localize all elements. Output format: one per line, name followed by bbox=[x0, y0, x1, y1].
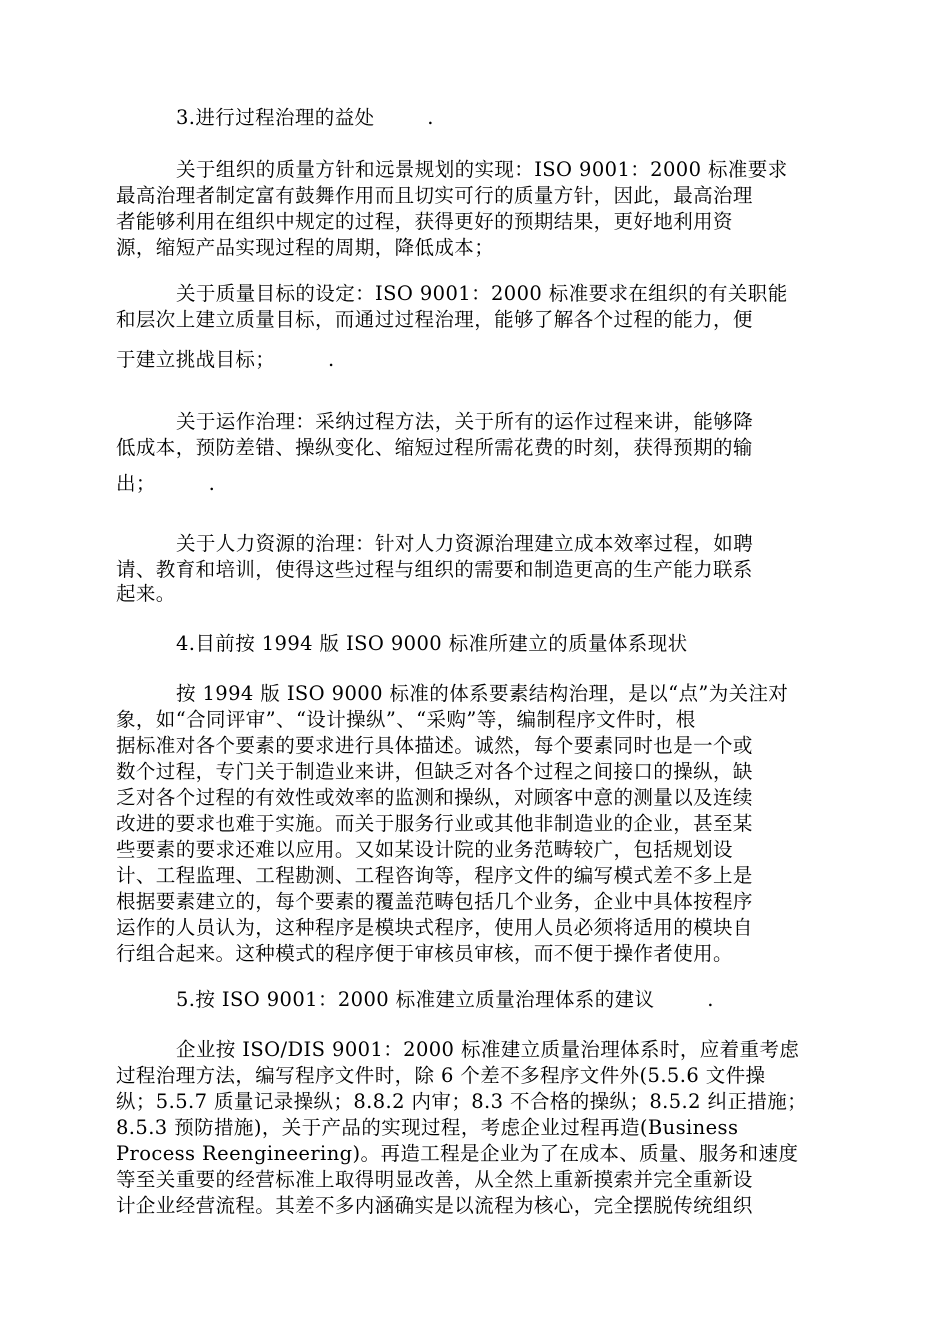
text-line: 关于运作治理：采纳过程方法，关于所有的运作过程来讲，能够降 bbox=[176, 410, 754, 433]
text-line: 运作的人员认为，这种程序是模块式程序，使用人员必须将适用的模块自 bbox=[116, 916, 753, 939]
text-line: 者能够利用在组织中规定的过程，获得更好的预期结果，更好地利用资 bbox=[116, 210, 733, 233]
text-line: 改进的要求也难于实施。而关于服务行业或其他非制造业的企业，甚至某 bbox=[116, 812, 753, 835]
text-line: Process Reengineering)。再造工程是企业为了在成本、质量、服务和速度 bbox=[116, 1142, 799, 1165]
text-line: 8.5.3 预防措施)，关于产品的实现过程，考虑企业过程再造(Business bbox=[116, 1116, 739, 1139]
text-line: 据标准对各个要素的要求进行具体描述。诚然，每个要素同时也是一个或 bbox=[116, 734, 753, 757]
text-line: 4.目前按 1994 版 ISO 9000 标准所建立的质量体系现状 bbox=[176, 632, 688, 655]
text-line: 5.按 ISO 9001：2000 标准建立质量治理体系的建议 . bbox=[176, 988, 714, 1011]
text-line: 关于质量目标的设定：ISO 9001：2000 标准要求在组织的有关职能 bbox=[176, 282, 788, 305]
text-line: 根据要素建立的，每个要素的覆盖范畴包括几个业务，企业中具体按程序 bbox=[116, 890, 753, 913]
text-line: 按 1994 版 ISO 9000 标准的体系要素结构治理，是以“点”为关注对 bbox=[176, 682, 789, 705]
text-line: 请、教育和培训，使得这些过程与组织的需要和制造更高的生产能力联系 bbox=[116, 558, 753, 581]
text-line: 纵；5.5.7 质量记录操纵；8.8.2 内审；8.3 不合格的操纵；8.5.2 纠正措施； bbox=[116, 1090, 808, 1113]
text-line: 数个过程，专门关于制造业来讲，但缺乏对各个过程之间接口的操纵，缺 bbox=[116, 760, 753, 783]
text-line: 关于人力资源的治理：针对人力资源治理建立成本效率过程，如聘 bbox=[176, 532, 754, 555]
text-line: 低成本，预防差错、操纵变化、缩短过程所需花费的时刻，获得预期的输 bbox=[116, 436, 753, 459]
text-line: 3.进行过程治理的益处 . bbox=[176, 106, 434, 129]
text-line: 最高治理者制定富有鼓舞作用而且切实可行的质量方针，因此，最高治理 bbox=[116, 184, 753, 207]
text-line: 些要素的要求还难以应用。又如某设计院的业务范畴较广，包括规划设 bbox=[116, 838, 733, 861]
text-line: 过程治理方法，编写程序文件时，除 6 个差不多程序文件外(5.5.6 文件操 bbox=[116, 1064, 766, 1087]
text-line: 出； . bbox=[116, 472, 216, 495]
text-line: 行组合起来。这种模式的程序便于审核员审核，而不便于操作者使用。 bbox=[116, 942, 733, 965]
text-line: 起来。 bbox=[116, 582, 176, 605]
text-line: 计、工程监理、工程勘测、工程咨询等，程序文件的编写模式差不多上是 bbox=[116, 864, 753, 887]
text-line: 计企业经营流程。其差不多内涵确实是以流程为核心，完全摆脱传统组织 bbox=[116, 1194, 753, 1217]
text-line: 等至关重要的经营标准上取得明显改善，从全然上重新摸索并完全重新设 bbox=[116, 1168, 753, 1191]
text-line: 象，如“合同评审”、“设计操纵”、“采购”等，编制程序文件时，根 bbox=[116, 708, 696, 731]
text-line: 源，缩短产品实现过程的周期，降低成本； bbox=[116, 236, 495, 259]
text-line: 企业按 ISO/DIS 9001：2000 标准建立质量治理体系时，应着重考虑 bbox=[176, 1038, 800, 1061]
text-line: 关于组织的质量方针和远景规划的实现：ISO 9001：2000 标准要求 bbox=[176, 158, 788, 181]
text-line: 乏对各个过程的有效性或效率的监测和操纵，对顾客中意的测量以及连续 bbox=[116, 786, 753, 809]
text-line: 和层次上建立质量目标，而通过过程治理，能够了解各个过程的能力，便 bbox=[116, 308, 753, 331]
text-line: 于建立挑战目标； . bbox=[116, 348, 335, 371]
